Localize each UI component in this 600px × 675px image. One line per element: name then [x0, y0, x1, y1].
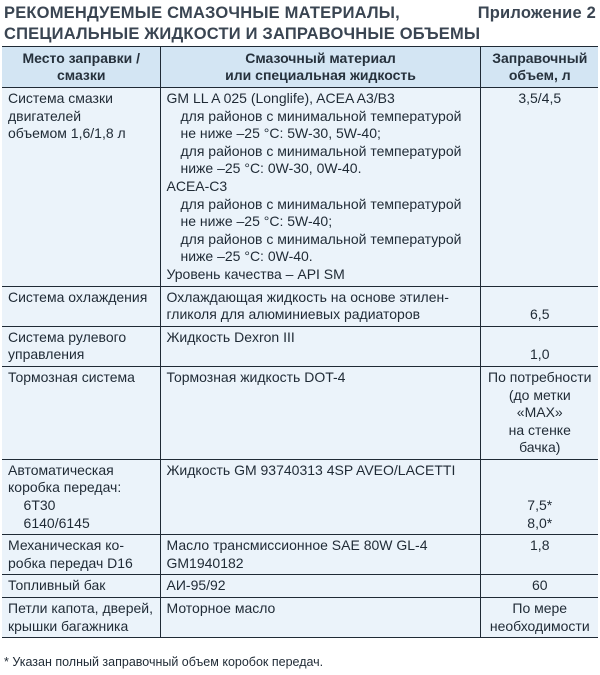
place-line: управления	[8, 346, 85, 363]
volume-line	[487, 289, 594, 307]
place-line: двигателей	[8, 107, 82, 124]
volume-cell	[480, 286, 598, 326]
place-cell	[2, 535, 160, 575]
place-line: 6140/6145	[8, 514, 90, 531]
place-cell	[2, 366, 160, 459]
volume-line	[487, 462, 594, 480]
table-row	[2, 459, 598, 534]
footnote: * Указан полный заправочный объем коробок передач.	[4, 655, 324, 669]
material-cell	[160, 535, 480, 575]
page-header	[4, 3, 596, 45]
material-line: АИ-95/92	[166, 577, 226, 594]
material-line: ACEA-C3	[166, 177, 228, 194]
table-row	[2, 326, 598, 366]
material-line: для районов с минимальной температурой	[180, 107, 462, 124]
volume-line: 1,8	[530, 537, 550, 554]
material-line: Жидкость GM 93740313 4SP AVEO/LACETTI	[166, 461, 456, 478]
material-cell	[160, 88, 480, 287]
volume-cell	[480, 88, 598, 287]
title-line-2: СПЕЦИАЛЬНЫЕ ЖИДКОСТИ И ЗАПРАВОЧНЫЕ ОБЪЕМЫ	[4, 25, 481, 43]
place-line: 6Т30	[8, 497, 56, 514]
material-cell	[160, 286, 480, 326]
material-line: Уровень качества – API SM	[166, 265, 345, 282]
place-line: коробка передач:	[8, 479, 122, 496]
place-line: Система рулевого	[8, 328, 127, 345]
volume-line: (до метки «MAX»	[508, 386, 571, 421]
place-cell	[2, 598, 160, 638]
place-line: крышки багажника	[8, 617, 129, 634]
appendix-label: Приложение 2	[477, 4, 596, 22]
table-row	[2, 366, 598, 459]
material-line: для районов с минимальной температурой	[180, 142, 462, 159]
material-line: не ниже –25 °С: 5W-30, 5W-40;	[180, 125, 381, 142]
place-cell	[2, 459, 160, 534]
material-line: ниже –25 °С: 0W-30, 0W-40.	[180, 160, 362, 177]
volume-cell	[480, 535, 598, 575]
place-cell	[2, 575, 160, 598]
place-line: Топливный бак	[8, 577, 106, 594]
column-header-volume: Заправочный объем, л	[480, 47, 598, 88]
material-line: для районов с минимальной температурой	[180, 230, 462, 247]
volume-line: 3,5/4,5	[518, 90, 562, 106]
volume-cell	[480, 366, 598, 459]
title-line-1: РЕКОМЕНДУЕМЫЕ СМАЗОЧНЫЕ МАТЕРИАЛЫ,	[4, 4, 400, 22]
place-cell	[2, 88, 160, 287]
volume-line: на стенке бачка)	[508, 421, 571, 456]
material-line: для районов с минимальной температурой	[180, 195, 462, 212]
document-title	[4, 3, 596, 45]
volume-line: По мере	[512, 600, 568, 617]
material-cell	[160, 459, 480, 534]
material-line: ниже –25 °С: 0W-40.	[180, 248, 313, 265]
material-line: гликоля для алюминиевых радиаторов	[166, 306, 421, 323]
place-line: Система охлаждения	[8, 288, 148, 305]
place-line: Механическая ко-	[8, 537, 124, 554]
place-line: Петли капота, дверей,	[8, 600, 153, 617]
place-line: Автоматическая	[8, 461, 114, 478]
table-row	[2, 286, 598, 326]
material-line: Жидкость Dexron III	[166, 328, 295, 345]
place-cell	[2, 286, 160, 326]
volume-line	[487, 479, 594, 497]
volume-line: 8,0*	[527, 514, 553, 531]
place-cell	[2, 326, 160, 366]
volume-cell	[480, 598, 598, 638]
material-line: не ниже –25 °С: 5W-40;	[180, 213, 333, 230]
column-header-material: Смазочный материал или специальная жидкость	[160, 47, 480, 88]
material-line: GM LL A 025 (Longlife), ACEA A3/B3	[166, 90, 395, 106]
volume-line: 1,0	[530, 346, 550, 363]
volume-line: 60	[531, 577, 548, 594]
place-line: Тормозная система	[8, 368, 135, 385]
material-cell	[160, 598, 480, 638]
table-row	[2, 88, 598, 287]
material-cell	[160, 326, 480, 366]
volume-line: необходимости	[489, 617, 590, 634]
material-cell	[160, 366, 480, 459]
material-line: Масло трансмиссионное SAE 80W GL-4	[166, 537, 428, 554]
column-header-place: Место заправки / смазки	[2, 47, 160, 88]
place-line: Система смазки	[8, 90, 113, 106]
volume-line: 7,5*	[527, 497, 553, 514]
table-row	[2, 575, 598, 598]
table-row	[2, 535, 598, 575]
material-line: GM1940182	[166, 554, 244, 571]
table-body	[2, 88, 598, 638]
material-line: Охлаждающая жидкость на основе этилен-	[166, 288, 449, 305]
material-line: Моторное масло	[166, 600, 276, 617]
volume-line: 6,5	[530, 306, 550, 323]
volume-cell	[480, 575, 598, 598]
volume-line: По потребности	[488, 368, 592, 385]
lubricants-table	[2, 46, 598, 638]
place-line: робка передач D16	[8, 554, 133, 571]
volume-cell	[480, 326, 598, 366]
place-line: объемом 1,6/1,8 л	[8, 125, 126, 142]
material-cell	[160, 575, 480, 598]
table-row	[2, 598, 598, 638]
volume-cell	[480, 459, 598, 534]
table-header-row	[2, 47, 598, 88]
material-line: Тормозная жидкость DOT-4	[166, 368, 346, 385]
volume-line	[487, 329, 594, 347]
